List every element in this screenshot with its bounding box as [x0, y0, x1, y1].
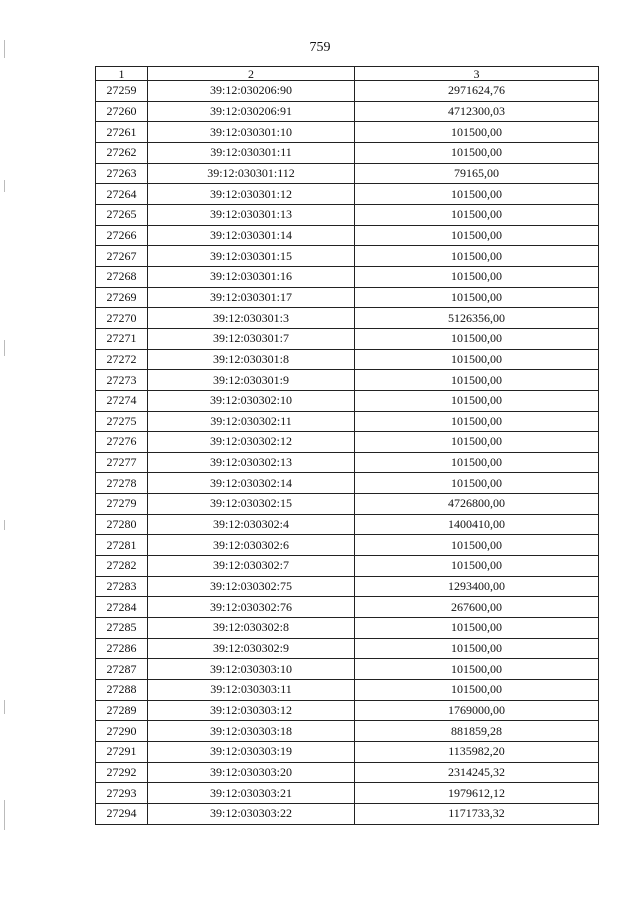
table-row [96, 473, 599, 494]
row-number-cell: 27271 [96, 328, 148, 349]
table-row [96, 390, 599, 411]
cadastral-number-cell: 39:12:030302:8 [148, 618, 355, 639]
cadastral-number-cell: 39:12:030303:20 [148, 762, 355, 783]
value-cell: 881859,28 [355, 721, 599, 742]
row-number-cell: 27290 [96, 721, 148, 742]
table-row [96, 122, 599, 143]
value-cell: 79165,00 [355, 163, 599, 184]
row-number-cell: 27259 [96, 81, 148, 102]
cadastral-number-cell: 39:12:030303:12 [148, 700, 355, 721]
row-number-cell: 27268 [96, 266, 148, 287]
table-row [96, 101, 599, 122]
header-cell-1: 1 [96, 67, 148, 81]
table-row [96, 81, 599, 102]
table-row [96, 308, 599, 329]
cadastral-number-cell: 39:12:030301:8 [148, 349, 355, 370]
cadastral-number-cell: 39:12:030301:3 [148, 308, 355, 329]
row-number-cell: 27283 [96, 576, 148, 597]
row-number-cell: 27267 [96, 246, 148, 267]
value-cell: 267600,00 [355, 597, 599, 618]
table-row [96, 659, 599, 680]
row-number-cell: 27261 [96, 122, 148, 143]
cadastral-number-cell: 39:12:030303:21 [148, 783, 355, 804]
value-cell: 2314245,32 [355, 762, 599, 783]
table-row [96, 184, 599, 205]
value-cell: 101500,00 [355, 370, 599, 391]
row-number-cell: 27274 [96, 390, 148, 411]
cadastral-number-cell: 39:12:030303:19 [148, 742, 355, 763]
value-cell: 101500,00 [355, 266, 599, 287]
table-row [96, 680, 599, 701]
table-row [96, 225, 599, 246]
cadastral-number-cell: 39:12:030301:16 [148, 266, 355, 287]
cadastral-number-cell: 39:12:030301:10 [148, 122, 355, 143]
row-number-cell: 27286 [96, 638, 148, 659]
row-number-cell: 27260 [96, 101, 148, 122]
table-row [96, 494, 599, 515]
value-cell: 1171733,32 [355, 803, 599, 824]
cadastral-number-cell: 39:12:030301:17 [148, 287, 355, 308]
cadastral-number-cell: 39:12:030301:7 [148, 328, 355, 349]
value-cell: 1769000,00 [355, 700, 599, 721]
cadastral-number-cell: 39:12:030301:11 [148, 142, 355, 163]
table-row [96, 349, 599, 370]
table-row [96, 142, 599, 163]
table-row [96, 514, 599, 535]
row-number-cell: 27279 [96, 494, 148, 515]
row-number-cell: 27276 [96, 432, 148, 453]
row-number-cell: 27281 [96, 535, 148, 556]
table-row [96, 287, 599, 308]
value-cell: 101500,00 [355, 122, 599, 143]
row-number-cell: 27270 [96, 308, 148, 329]
value-cell: 2971624,76 [355, 81, 599, 102]
table-row [96, 618, 599, 639]
table-row [96, 638, 599, 659]
cadastral-number-cell: 39:12:030206:91 [148, 101, 355, 122]
cadastral-number-cell: 39:12:030303:22 [148, 803, 355, 824]
row-number-cell: 27285 [96, 618, 148, 639]
value-cell: 101500,00 [355, 142, 599, 163]
row-number-cell: 27292 [96, 762, 148, 783]
cadastral-number-cell: 39:12:030302:11 [148, 411, 355, 432]
value-cell: 101500,00 [355, 204, 599, 225]
value-cell: 101500,00 [355, 349, 599, 370]
cadastral-number-cell: 39:12:030301:14 [148, 225, 355, 246]
value-cell: 1135982,20 [355, 742, 599, 763]
value-cell: 5126356,00 [355, 308, 599, 329]
row-number-cell: 27293 [96, 783, 148, 804]
table-row [96, 783, 599, 804]
value-cell: 101500,00 [355, 452, 599, 473]
cadastral-number-cell: 39:12:030302:7 [148, 556, 355, 577]
cadastral-number-cell: 39:12:030302:12 [148, 432, 355, 453]
value-cell: 101500,00 [355, 638, 599, 659]
cadastral-number-cell: 39:12:030302:10 [148, 390, 355, 411]
value-cell: 101500,00 [355, 680, 599, 701]
table-header-row [96, 67, 599, 81]
row-number-cell: 27282 [96, 556, 148, 577]
table-row [96, 700, 599, 721]
row-number-cell: 27266 [96, 225, 148, 246]
row-number-cell: 27269 [96, 287, 148, 308]
value-cell: 101500,00 [355, 225, 599, 246]
value-cell: 1979612,12 [355, 783, 599, 804]
row-number-cell: 27289 [96, 700, 148, 721]
cadastral-number-cell: 39:12:030301:112 [148, 163, 355, 184]
value-cell: 4712300,03 [355, 101, 599, 122]
table-row [96, 721, 599, 742]
table-row [96, 370, 599, 391]
value-cell: 101500,00 [355, 473, 599, 494]
table-row [96, 411, 599, 432]
cadastral-number-cell: 39:12:030302:75 [148, 576, 355, 597]
value-cell: 4726800,00 [355, 494, 599, 515]
table-row [96, 742, 599, 763]
table-row [96, 803, 599, 824]
row-number-cell: 27294 [96, 803, 148, 824]
row-number-cell: 27264 [96, 184, 148, 205]
table-row [96, 762, 599, 783]
row-number-cell: 27275 [96, 411, 148, 432]
page-number: 759 [309, 40, 331, 55]
row-number-cell: 27262 [96, 142, 148, 163]
cadastral-number-cell: 39:12:030302:76 [148, 597, 355, 618]
row-number-cell: 27291 [96, 742, 148, 763]
cadastral-number-cell: 39:12:030302:4 [148, 514, 355, 535]
value-cell: 101500,00 [355, 618, 599, 639]
data-table [95, 66, 599, 825]
value-cell: 101500,00 [355, 535, 599, 556]
cadastral-number-cell: 39:12:030302:6 [148, 535, 355, 556]
cadastral-number-cell: 39:12:030301:15 [148, 246, 355, 267]
row-number-cell: 27284 [96, 597, 148, 618]
row-number-cell: 27273 [96, 370, 148, 391]
value-cell: 101500,00 [355, 411, 599, 432]
row-number-cell: 27265 [96, 204, 148, 225]
cadastral-number-cell: 39:12:030302:14 [148, 473, 355, 494]
row-number-cell: 27288 [96, 680, 148, 701]
row-number-cell: 27278 [96, 473, 148, 494]
row-number-cell: 27287 [96, 659, 148, 680]
cadastral-number-cell: 39:12:030301:13 [148, 204, 355, 225]
value-cell: 101500,00 [355, 246, 599, 267]
table-row [96, 266, 599, 287]
table-row [96, 246, 599, 267]
cadastral-number-cell: 39:12:030302:15 [148, 494, 355, 515]
table-row [96, 163, 599, 184]
value-cell: 101500,00 [355, 390, 599, 411]
value-cell: 101500,00 [355, 659, 599, 680]
row-number-cell: 27280 [96, 514, 148, 535]
value-cell: 101500,00 [355, 432, 599, 453]
scan-margin-marks [4, 0, 10, 905]
header-cell-2: 2 [148, 67, 355, 81]
row-number-cell: 27272 [96, 349, 148, 370]
value-cell: 1293400,00 [355, 576, 599, 597]
cadastral-number-cell: 39:12:030206:90 [148, 81, 355, 102]
value-cell: 101500,00 [355, 556, 599, 577]
table-row [96, 535, 599, 556]
cadastral-number-cell: 39:12:030302:9 [148, 638, 355, 659]
table-row [96, 432, 599, 453]
cadastral-number-cell: 39:12:030303:11 [148, 680, 355, 701]
header-cell-3: 3 [355, 67, 599, 81]
cadastral-number-cell: 39:12:030303:18 [148, 721, 355, 742]
cadastral-number-cell: 39:12:030301:9 [148, 370, 355, 391]
value-cell: 101500,00 [355, 287, 599, 308]
cadastral-number-cell: 39:12:030302:13 [148, 452, 355, 473]
row-number-cell: 27263 [96, 163, 148, 184]
cadastral-number-cell: 39:12:030301:12 [148, 184, 355, 205]
table-row [96, 576, 599, 597]
table-row [96, 597, 599, 618]
value-cell: 1400410,00 [355, 514, 599, 535]
table-row [96, 204, 599, 225]
table-row [96, 452, 599, 473]
table-row [96, 328, 599, 349]
table-row [96, 556, 599, 577]
value-cell: 101500,00 [355, 328, 599, 349]
cadastral-number-cell: 39:12:030303:10 [148, 659, 355, 680]
value-cell: 101500,00 [355, 184, 599, 205]
row-number-cell: 27277 [96, 452, 148, 473]
